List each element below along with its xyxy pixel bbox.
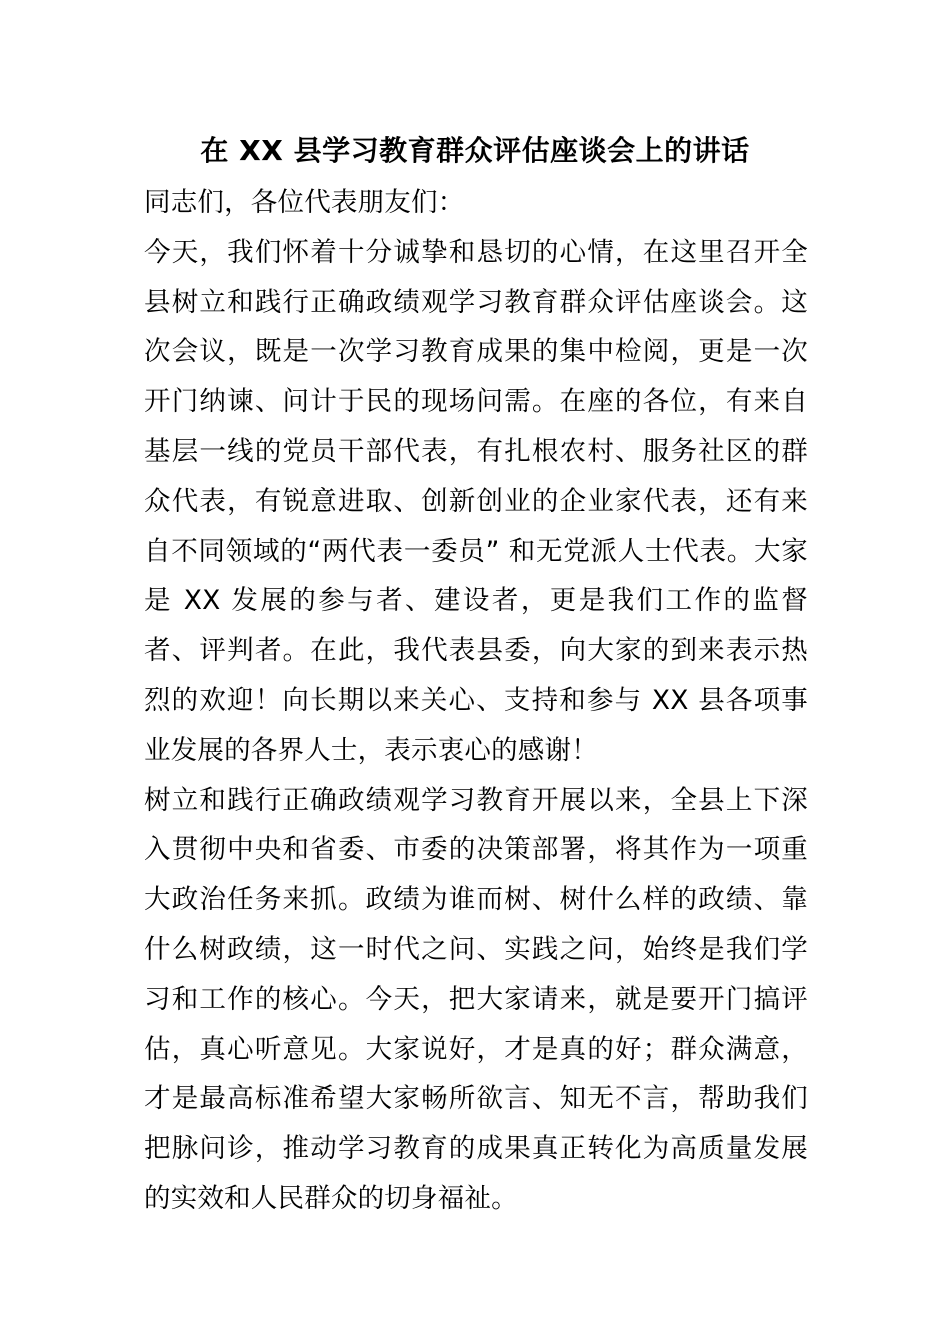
document-body <box>144 178 808 1224</box>
body-paragraph: 今天，我们怀着十分诚挚和恳切的心情，在这里召开全县树立和践行正确政绩观学习教育群众评估座谈会。这次会议，既是一次学习教育成果的集中检阅，更是一次开门纳谏、问计于民的现场问需。在座的各位，有来自基层一线的党员干部代表，有扎根农村、服务社区的群众代表，有锐意进取、创新创业的企业家代表，还有来自不同领域的“两代表一委员” 和无党派人士代表。大家是 XX 发展的参与者、建设者，更是我们工作的监督者、评判者。在此，我代表县委，向大家的到来表示热烈的欢迎！向长期以来关心、支持和参与 XX 县各项事业发展的各界人士，表示衷心的感谢！ <box>144 236 808 766</box>
document-title: 在 XX 县学习教育群众评估座谈会上的讲话 <box>200 134 750 167</box>
salutation-paragraph: 同志们，各位代表朋友们： <box>144 187 465 218</box>
body-paragraph: 树立和践行正确政绩观学习教育开展以来，全县上下深入贯彻中央和省委、市委的决策部署，将其作为一项重大政治任务来抓。政绩为谁而树、树什么样的政绩、靠什么树政绩，这一时代之问、实践之问，始终是我们学习和工作的核心。今天，把大家请来，就是要开门搞评估，真心听意见。大家说好，才是真的好；群众满意，才是最高标准希望大家畅所欲言、知无不言，帮助我们把脉问诊，推动学习教育的成果真正转化为高质量发展的实效和人民群众的切身福祉。 <box>144 784 808 1214</box>
